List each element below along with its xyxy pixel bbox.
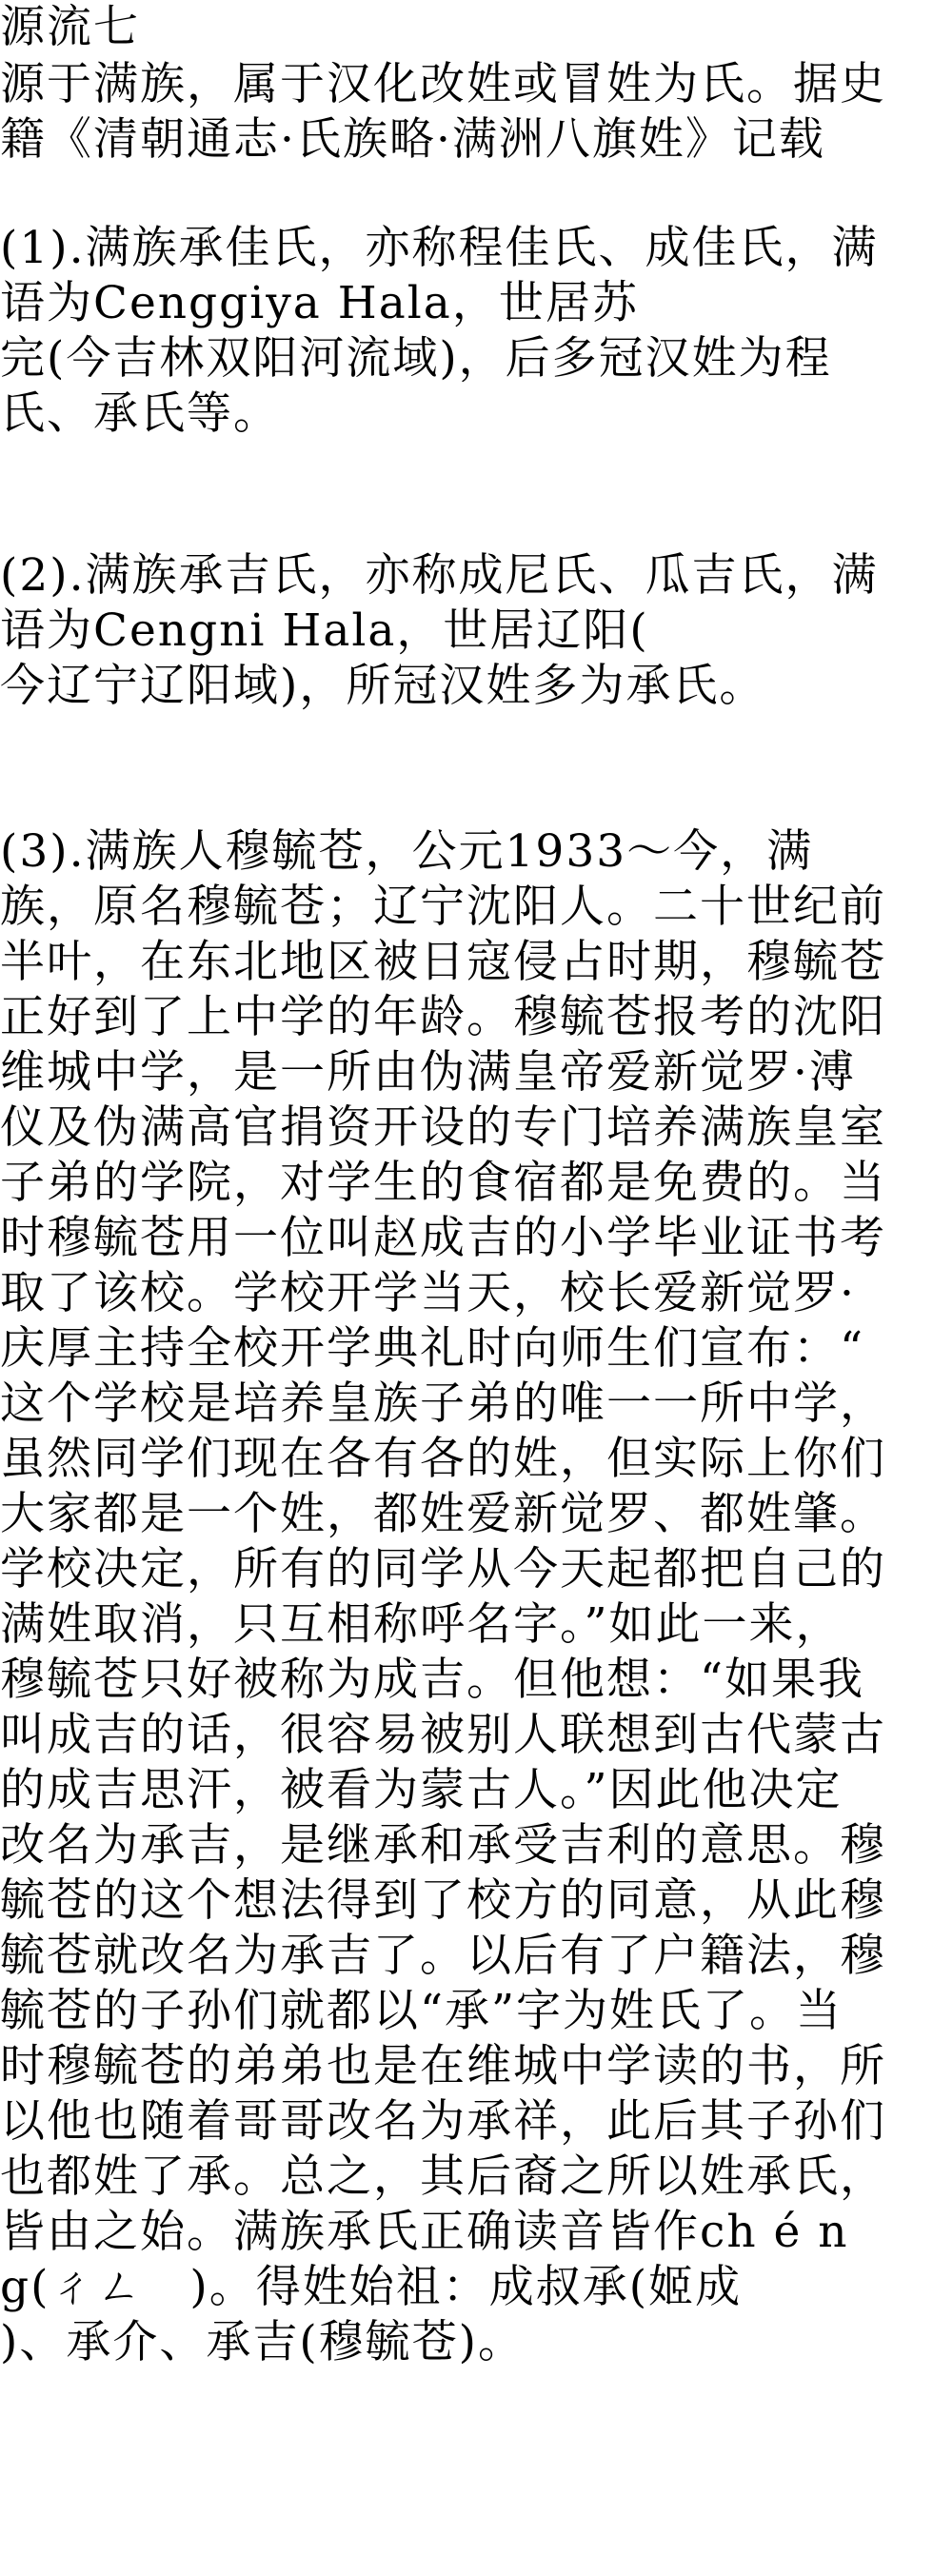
section-3-line: 这个学校是培养皇族子弟的唯一一所中学， [0,1377,886,1430]
section-3-line: 维城中学，是一所由伪满皇帝爱新觉罗·溥 [0,1046,856,1099]
section-3-line: 叫成吉的话，很容易被别人联想到古代蒙古 [0,1709,886,1761]
section-2-line: 今辽宁辽阳域)，所冠汉姓多为承氏。 [0,660,766,712]
section-3-line: 族，原名穆毓苍；辽宁沈阳人。二十世纪前 [0,881,886,933]
intro-line: 籍《清朝通志·氏族略·满洲八旗姓》记载 [0,113,825,166]
section-3-line: 毓苍的子孙们就都以“承”字为姓氏了。当 [0,1985,844,2037]
section-3-line: 大家都是一个姓，都姓爱新觉罗、都姓肇。 [0,1488,886,1540]
section-1-line: 完(今吉林双阳河流域)，后多冠汉姓为程 [0,332,832,385]
section-3-line: 以他也随着哥哥改名为承祥，此后其子孙们 [0,2095,886,2148]
section-1-line: (1).满族承佳氏，亦称程佳氏、成佳氏，满 [0,222,879,274]
section-1-line: 语为Cenggiya Hala，世居苏 [0,277,639,329]
section-3-line: 皆由之始。满族承氏正确读音皆作ch é n [0,2206,849,2258]
section-3-line: 正好到了上中学的年龄。穆毓苍报考的沈阳 [0,991,886,1043]
document-title: 源流七 [0,1,140,53]
section-3-line: 子弟的学院，对学生的食宿都是免费的。当 [0,1157,886,1209]
section-3-line: (3).满族人穆毓苍，公元1933～今，满 [0,825,814,878]
section-2-line: 语为Cengni Hala，世居辽阳( [0,604,649,657]
section-3-line: 满姓取消，只互相称呼名字。”如此一来， [0,1598,843,1651]
section-3-line: 取了该校。学校开学当天，校长爱新觉罗· [0,1267,856,1319]
section-3-line: 毓苍就改名为承吉了。以后有了户籍法，穆 [0,1930,886,1982]
section-3-line: 虽然同学们现在各有各的姓，但实际上你们 [0,1433,886,1485]
section-3-line: 学校决定，所有的同学从今天起都把自己的 [0,1543,886,1595]
section-3-line: 庆厚主持全校开学典礼时向师生们宣布：“ [0,1322,865,1375]
section-3-line: 时穆毓苍的弟弟也是在维城中学读的书，所 [0,2040,886,2092]
section-3-line: 改名为承吉，是继承和承受吉利的意思。穆 [0,1819,886,1872]
section-1-line: 氏、承氏等。 [0,387,280,440]
section-3-line: 的成吉思汗，被看为蒙古人。”因此他决定 [0,1764,843,1816]
section-3-line: 仪及伪满高官捐资开设的专门培养满族皇室 [0,1101,886,1154]
intro-line: 源于满族，属于汉化改姓或冒姓为氏。据史 [0,58,886,110]
section-3-line: 也都姓了承。总之，其后裔之所以姓承氏， [0,2150,886,2203]
section-3-line: 穆毓苍只好被称为成吉。但他想：“如果我 [0,1654,865,1706]
section-3-line: 时穆毓苍用一位叫赵成吉的小学毕业证书考 [0,1212,886,1264]
section-2-line: (2).满族承吉氏，亦称成尼氏、瓜吉氏，满 [0,549,879,602]
section-3-line: )、承介、承吉(穆毓苍)。 [0,2316,526,2368]
section-3-line: 半叶，在东北地区被日寇侵占时期，穆毓苍 [0,936,886,988]
section-3-line: 毓苍的这个想法得到了校方的同意，从此穆 [0,1874,886,1927]
section-3-line: g(ㄔㄥ )。得姓始祖：成叔承(姬成 [0,2261,743,2313]
